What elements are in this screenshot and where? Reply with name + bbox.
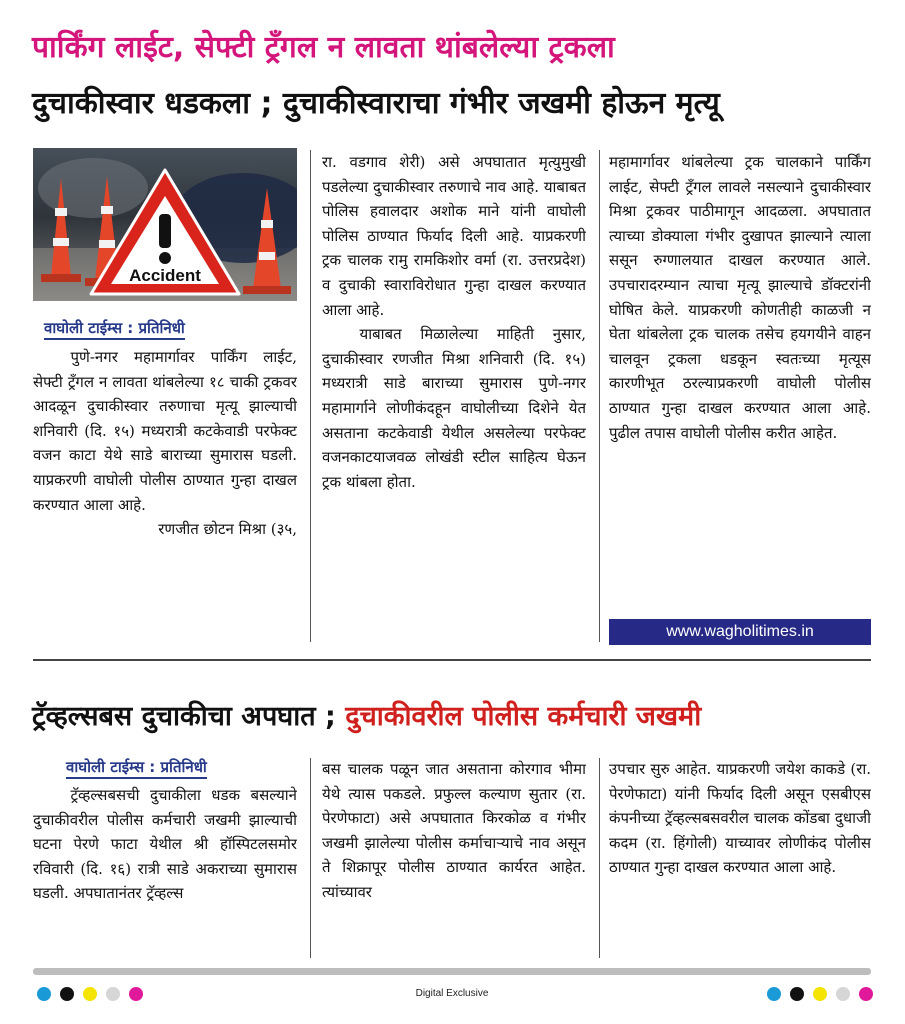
column-divider bbox=[310, 758, 311, 958]
article2-column2 bbox=[322, 757, 586, 957]
article2-byline bbox=[66, 757, 207, 777]
column-divider bbox=[599, 150, 600, 642]
article2-col2-para1: बस चालक पळून जात असताना कोरगाव भीमा येथे त्यास पकडले. प्रफुल्ल कल्याण सुतार (रा. पेरणेफाटा) असे अपघातात किरकोळ व गंभीर जखमी झालेल्या पोलीस कर्माचाऱ्याचे नाव असून ते शिक्रापूर पोलीस ठाण्यात कार्यरत आहेत. त्यांच्यावर bbox=[322, 760, 586, 901]
footer-dot-right-3 bbox=[813, 987, 827, 1001]
footer-dot-left-3 bbox=[83, 987, 97, 1001]
footer-dot-right-4 bbox=[836, 987, 850, 1001]
article1-headline-line2: दुचाकीस्वार धडकला ; दुचाकीस्वाराचा गंभीर जखमी होऊन मृत्यू bbox=[32, 86, 720, 121]
footer-bar bbox=[33, 968, 871, 975]
article1-col2-para1: रा. वडगाव शेरी) असे अपघातात मृत्युमुखी पडलेल्या दुचाकीस्वार तरुणाचे नाव आहे. याबाबत पोलिस हवालदार अशोक माने यांनी वाघोली पोलिस ठाण्यात फिर्याद दिली आहे. याप्रकरणी ट्रक चालक रामु रामकिशोर वर्मा (रा. उत्तरप्रदेश) व दुचाकी स्वाराविरोधात गुन्हा दाखल करण्यात आला आहे. bbox=[322, 153, 586, 319]
article1-column1 bbox=[33, 345, 297, 645]
article1-column2 bbox=[322, 150, 586, 645]
article2-col3-para1: उपचार सुरु आहेत. याप्रकरणी जयेश काकडे (रा. पेरणेफाटा) यांनी फिर्याद दिली असून एसबीएस कंपनीच्या ट्रॅव्हल्सबसवरील चालक कोंडबा दुधाजी कदम (रा. हिंगोली) याच्यावर लोणीकंद पोलीस ठाण्यात गुन्हा दाखल करण्यात आला आहे. bbox=[609, 760, 871, 877]
article1-col2-para2: याबाबत मिळालेल्या माहिती नुसार, दुचाकीस्वार रणजीत मिश्रा शनिवारी (दि. १५) मध्यरात्री साडे बाराच्या सुमारास पुणे-नगर महामार्गाने लोणीकंदहून वाघोलीच्या दिशेने येत असताना कटकेवाडी येथील असलेल्या परफेक्ट वजनकाटयाजवळ लोखंडी स्टील साहित्य घेऊन ट्रक थांबला होता. bbox=[322, 325, 586, 491]
footer-dot-left-5 bbox=[129, 987, 143, 1001]
footer-dot-left-4 bbox=[106, 987, 120, 1001]
website-bar[interactable] bbox=[609, 619, 871, 645]
footer-dot-left-1 bbox=[37, 987, 51, 1001]
column-divider bbox=[310, 150, 311, 642]
article2-headline-part2: दुचाकीवरील पोलीस कर्मचारी जखमी bbox=[345, 701, 702, 732]
footer-dot-right-2 bbox=[790, 987, 804, 1001]
footer-dot-right-1 bbox=[767, 987, 781, 1001]
article2-column1 bbox=[33, 783, 297, 955]
article1-col1-para1: पुणे-नगर महामार्गावर पार्किंग लाईट, सेफ्टी ट्रँगल न लावता थांबलेल्या १८ चाकी ट्रकवर आदळून दुचाकीस्वार तरुणाचा मृत्यू झाल्याची शनिवारी (दि. १५) मध्यरात्री कटकेवाडी परफेक्ट वजन काटा येथे साडे बाराच्या सुमारास घडली. याप्रकरणी वाघोली पोलीस ठाण्यात गुन्हा दाखल करण्यात आला आहे. bbox=[33, 348, 297, 514]
article1-byline bbox=[44, 318, 185, 338]
article1-col3-para1: महामार्गावर थांबलेल्या ट्रक चालकाने पार्किंग लाईट, सेफ्टी ट्रँगल लावले नसल्याने दुचाकीस्वार मिश्रा ट्रकवर पाठीमागून आदळला. अपघातात त्याच्या डोक्याला गंभीर दुखापत झाल्याने त्याला ससून रुग्णालयात दाखल करण्यात आले. उपचारादरम्यान त्याचा मृत्यू झाल्याचे डॉक्टरांनी घोषित केले. याप्रकरणी कोणतीही काळजी न घेता थांबलेला ट्रक चालक तसेच हयगयीने वाहन चालवून ट्रकला धडकून स्वतःच्या मृत्यूस कारणीभूत ठरल्याप्रकरणी वाघोली पोलीस ठाण्यात गुन्हा दाखल करण्यात आला आहे. पुढील तपास वाघोली पोलीस करीत आहेत. bbox=[609, 153, 871, 442]
accident-label: Accident bbox=[129, 266, 201, 285]
footer-dot-left-2 bbox=[60, 987, 74, 1001]
article1-byline-text: वाघोली टाईम्स : प्रतिनिधी bbox=[44, 319, 185, 340]
article1-column3 bbox=[609, 150, 871, 620]
footer-dot-right-5 bbox=[859, 987, 873, 1001]
accident-photo bbox=[33, 148, 297, 301]
article-separator bbox=[33, 659, 871, 661]
article1-headline-line1: पार्किंग लाईट, सेफ्टी ट्रँगल न लावता थांबलेल्या ट्रकला bbox=[32, 30, 615, 65]
article1-col1-para2: रणजीत छोटन मिश्रा (३५, bbox=[158, 520, 297, 539]
footer-label: Digital Exclusive bbox=[415, 988, 489, 999]
website-link[interactable]: www.wagholitimes.in bbox=[666, 623, 814, 640]
article2-col1-para1: ट्रॅव्हल्सबसची दुचाकीला धडक बसल्याने दुचाकीवरील पोलीस कर्मचारी जखमी झाल्याची घटना पेरणे फाटा येथील श्री हॉस्पिटलसमोर रविवारी (दि. १६) रात्री साडे अकराच्या सुमारास घडली. अपघातानंतर ट्रॅव्हल्स bbox=[33, 786, 297, 903]
article2-column3 bbox=[609, 757, 871, 957]
article2-headline-part1: ट्रॅव्हल्सबस दुचाकीचा अपघात ; bbox=[32, 701, 336, 732]
article2-headline bbox=[32, 697, 701, 737]
article2-byline-text: वाघोली टाईम्स : प्रतिनिधी bbox=[66, 758, 207, 779]
column-divider bbox=[599, 758, 600, 958]
